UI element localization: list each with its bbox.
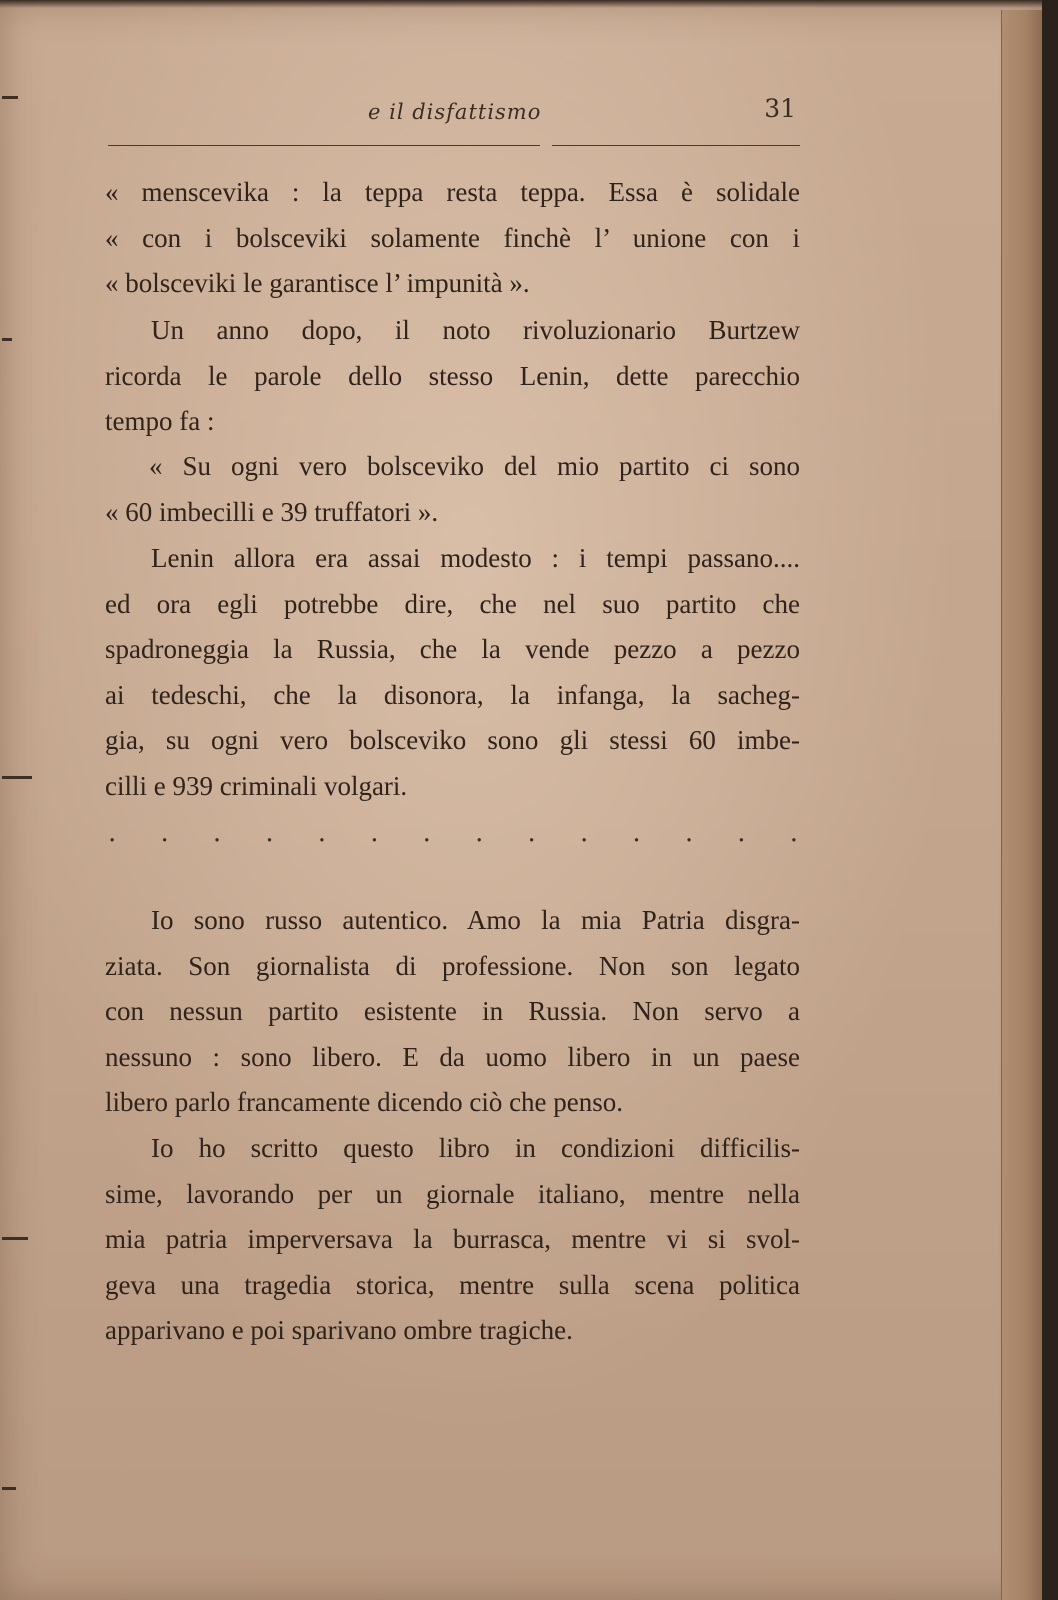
separator-dot: . xyxy=(160,818,169,848)
text-line: Un anno dopo, il noto rivoluzionario Burtzew xyxy=(151,315,800,345)
separator-dot: . xyxy=(265,818,274,848)
quote-continuation xyxy=(105,170,800,307)
text-line: « Su ogni vero bolsceviko del mio partito ci sono xyxy=(149,451,800,481)
text-line: gia, su ogni vero bolsceviko sono gli stessi 60 imbe- xyxy=(105,725,800,755)
paragraph-questo-libro xyxy=(105,1126,800,1354)
text-line: ziata. Son giornalista di professione. Non son legato xyxy=(105,950,800,981)
text-line: ai tedeschi, che la disonora, la infanga, la sacheg- xyxy=(105,679,800,710)
margin-mark xyxy=(2,96,18,99)
running-header xyxy=(108,92,800,132)
section-separator xyxy=(108,818,798,848)
text-line: tempo fa : xyxy=(105,406,215,436)
separator-dot: . xyxy=(527,818,536,848)
margin-mark xyxy=(2,1487,16,1490)
text-line: ed ora egli potrebbe dire, che nel suo partito che xyxy=(105,588,800,619)
separator-dot: . xyxy=(370,818,379,848)
text-line: Io ho scritto questo libro in condizioni difficilis- xyxy=(151,1133,800,1163)
separator-dot: . xyxy=(422,818,431,848)
page-top-shadow xyxy=(0,0,1042,8)
text-line: sime, lavorando per un giornale italiano, mentre nella xyxy=(105,1178,800,1209)
page-edge-stack xyxy=(1001,10,1042,1600)
header-rule-right xyxy=(552,145,800,146)
text-line: Lenin allora era assai modesto : i tempi passano.... xyxy=(151,543,800,573)
separator-dot: . xyxy=(737,818,746,848)
quote-lenin xyxy=(105,444,800,535)
separator-dot: . xyxy=(684,818,694,848)
paragraph-burtzew xyxy=(105,308,800,445)
binding-margin xyxy=(0,0,40,1600)
text-line: geva una tragedia storica, mentre sulla scena politica xyxy=(105,1269,800,1300)
margin-mark xyxy=(2,338,12,341)
separator-dot: . xyxy=(108,818,117,848)
margin-mark xyxy=(2,776,32,779)
paragraph-lenin-modesto xyxy=(105,536,800,809)
text-line: Io sono russo autentico. Amo la mia Patria disgra- xyxy=(151,905,800,935)
separator-dot: . xyxy=(475,818,484,848)
header-rule-left xyxy=(108,145,540,146)
text-line: apparivano e poi sparivano ombre tragiche. xyxy=(105,1315,573,1345)
text-line: cilli e 939 criminali volgari. xyxy=(105,770,408,801)
separator-dot: . xyxy=(789,818,798,848)
text-line: libero parlo francamente dicendo ciò che penso. xyxy=(105,1087,624,1117)
separator-dot: . xyxy=(212,818,222,848)
separator-dot: . xyxy=(579,818,589,848)
running-title: e il disfattismo xyxy=(368,100,542,124)
text-line: con nessun partito esistente in Russia. Non servo a xyxy=(105,996,800,1026)
separator-dot: . xyxy=(317,818,327,848)
text-line: ricorda le parole dello stesso Lenin, dette parecchio xyxy=(105,360,800,391)
paragraph-russo-autentico xyxy=(105,898,800,1126)
text-line: « menscevika : la teppa resta teppa. Essa è solidale xyxy=(105,177,800,207)
text-line: « con i bolsceviki solamente finchè l’ unione con i xyxy=(105,222,800,253)
margin-mark xyxy=(2,1237,28,1240)
separator-dot: . xyxy=(632,818,641,848)
text-line: « bolsceviki le garantisce l’ impunità ». xyxy=(105,268,530,298)
text-line: mia patria imperversava la burrasca, mentre vi si svol- xyxy=(105,1224,800,1254)
text-line: spadroneggia la Russia, che la vende pezzo a pezzo xyxy=(105,634,800,664)
text-line: nessuno : sono libero. E da uomo libero in un paese xyxy=(105,1041,800,1072)
text-line: « 60 imbecilli e 39 truffatori ». xyxy=(105,496,439,527)
page-number: 31 xyxy=(764,94,796,123)
